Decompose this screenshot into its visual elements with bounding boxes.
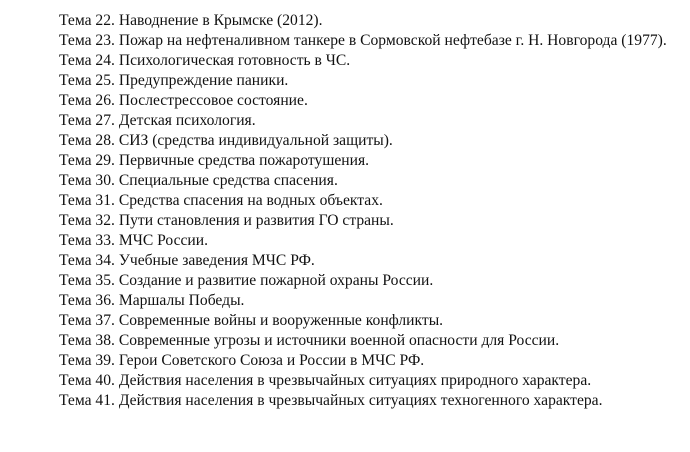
topic-item: Тема 40. Действия населения в чрезвычайных ситуациях природного характера. — [59, 372, 592, 389]
topic-item: Тема 27. Детская психология. — [59, 112, 256, 129]
topic-item: Тема 31. Средства спасения на водных объектах. — [59, 192, 383, 209]
topic-item: Тема 38. Современные угрозы и источники военной опасности для России. — [59, 332, 560, 349]
topic-item: Тема 24. Психологическая готовность в ЧС. — [59, 52, 351, 69]
topic-list — [12, 11, 684, 411]
topic-item: Тема 32. Пути становления и развития ГО страны. — [59, 212, 394, 229]
topic-item: Тема 35. Создание и развитие пожарной охраны России. — [59, 272, 434, 289]
topic-item: Тема 41. Действия населения в чрезвычайных ситуациях техногенного характера. — [59, 392, 603, 409]
topic-item: Тема 28. СИЗ (средства индивидуальной защиты). — [59, 132, 393, 149]
topic-item: Тема 30. Специальные средства спасения. — [59, 172, 338, 189]
topic-item: Тема 29. Первичные средства пожаротушения. — [59, 152, 370, 169]
topic-item: Тема 26. Послестрессовое состояние. — [59, 92, 308, 109]
topic-item: Тема 33. МЧС России. — [59, 232, 209, 249]
topic-item: Тема 39. Герои Советского Союза и России в МЧС РФ. — [59, 352, 425, 369]
topic-item: Тема 34. Учебные заведения МЧС РФ. — [59, 252, 315, 269]
topic-item: Тема 23. Пожар на нефтеналивном танкере в Сормовской нефтебазе г. Н. Новгорода (1977). — [59, 32, 667, 49]
topic-item: Тема 37. Современные войны и вооруженные конфликты. — [59, 312, 444, 329]
topic-item: Тема 25. Предупреждение паники. — [59, 72, 289, 89]
topic-item: Тема 22. Наводнение в Крымске (2012). — [59, 12, 323, 29]
topic-item: Тема 36. Маршалы Победы. — [59, 292, 245, 309]
